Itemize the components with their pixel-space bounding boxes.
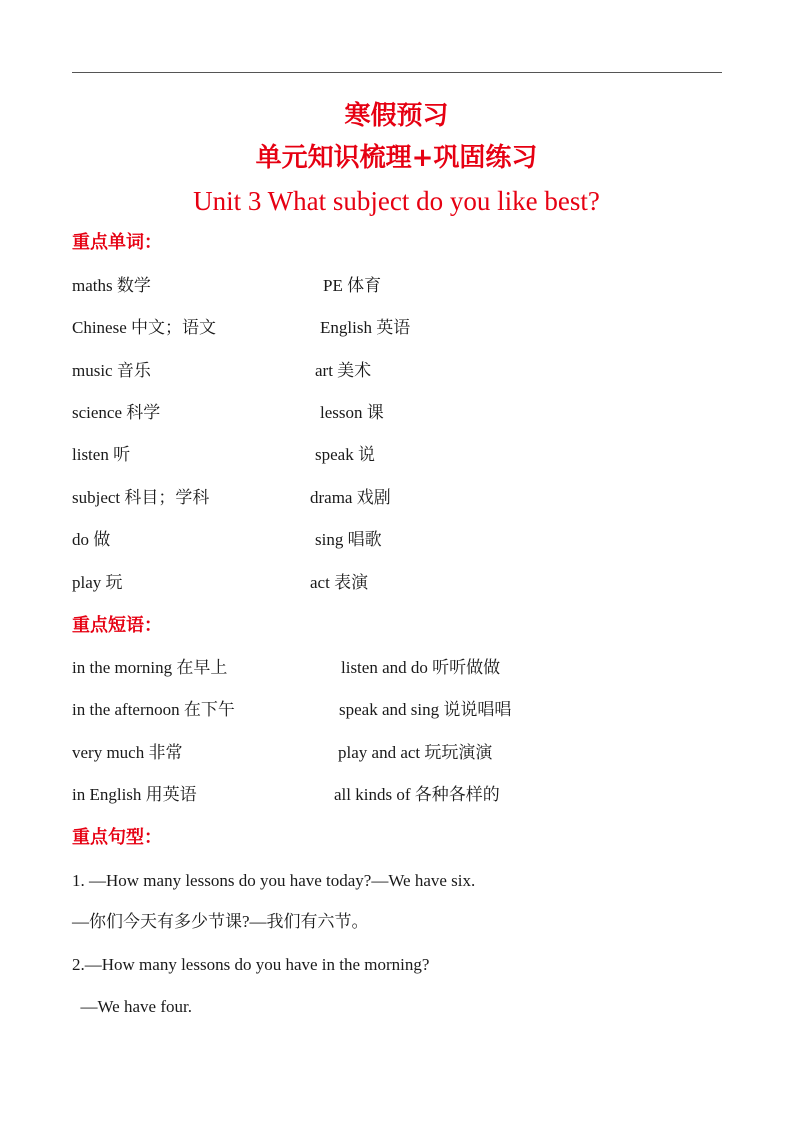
vocab-row — [72, 443, 722, 467]
sentences-heading: 重点句型： — [72, 827, 162, 848]
title-block — [0, 96, 793, 222]
vocab-row — [72, 486, 722, 510]
vocab-item: English 英语 — [320, 318, 411, 337]
vocab-row — [72, 359, 722, 383]
vocab-item: subject 科目；学科 — [72, 488, 210, 507]
phrases-heading: 重点短语： — [72, 615, 162, 636]
title-unit-name: Unit 3 What subject do you like best? — [193, 186, 600, 216]
vocab-item: speak 说 — [315, 445, 375, 464]
phrase-item: in English 用英语 — [72, 785, 197, 804]
sentence-line: —你们今天有多少节课?—我们有六节。 — [72, 912, 369, 931]
vocab-item: sing 唱歌 — [315, 530, 382, 549]
sentence-line: 1. —How many lessons do you have today?—We have six. — [72, 871, 476, 890]
vocab-item: listen 听 — [72, 445, 131, 464]
vocab-item: PE 体育 — [323, 276, 382, 295]
phrase-row — [72, 656, 722, 680]
sentence-line: —We have four. — [72, 997, 192, 1016]
vocab-item: do 做 — [72, 530, 111, 549]
vocab-item: drama 戏剧 — [310, 488, 391, 507]
phrase-item: play and act 玩玩演演 — [338, 743, 493, 762]
phrase-item: in the afternoon 在下午 — [72, 700, 235, 719]
vocab-row — [72, 316, 722, 340]
vocab-item: maths 数学 — [72, 276, 151, 295]
vocab-row — [72, 571, 722, 595]
phrase-item: speak and sing 说说唱唱 — [339, 700, 512, 719]
vocab-item: act 表演 — [310, 573, 369, 592]
vocab-item: music 音乐 — [72, 361, 151, 380]
phrase-item: very much 非常 — [72, 743, 183, 762]
vocab-item: science 科学 — [72, 403, 161, 422]
vocab-heading: 重点单词： — [72, 232, 162, 253]
phrase-row — [72, 741, 722, 765]
vocab-row — [72, 528, 722, 552]
vocab-item: art 美术 — [315, 361, 372, 380]
phrase-row — [72, 783, 722, 807]
vocab-item: lesson 课 — [320, 403, 384, 422]
header-rule — [72, 72, 722, 73]
sentence-line: 2.—How many lessons do you have in the morning? — [72, 955, 430, 974]
vocab-row — [72, 274, 722, 298]
vocab-item: Chinese 中文；语文 — [72, 318, 217, 337]
title-unit-review: 单元知识梳理+巩固练习 — [255, 143, 538, 173]
vocab-row — [72, 401, 722, 425]
title-winter-preview: 寒假预习 — [344, 101, 449, 131]
phrase-item: in the morning 在早上 — [72, 658, 228, 677]
phrase-item: listen and do 听听做做 — [341, 658, 501, 677]
vocab-item: play 玩 — [72, 573, 123, 592]
phrase-item: all kinds of 各种各样的 — [334, 785, 500, 804]
phrase-row — [72, 698, 722, 722]
